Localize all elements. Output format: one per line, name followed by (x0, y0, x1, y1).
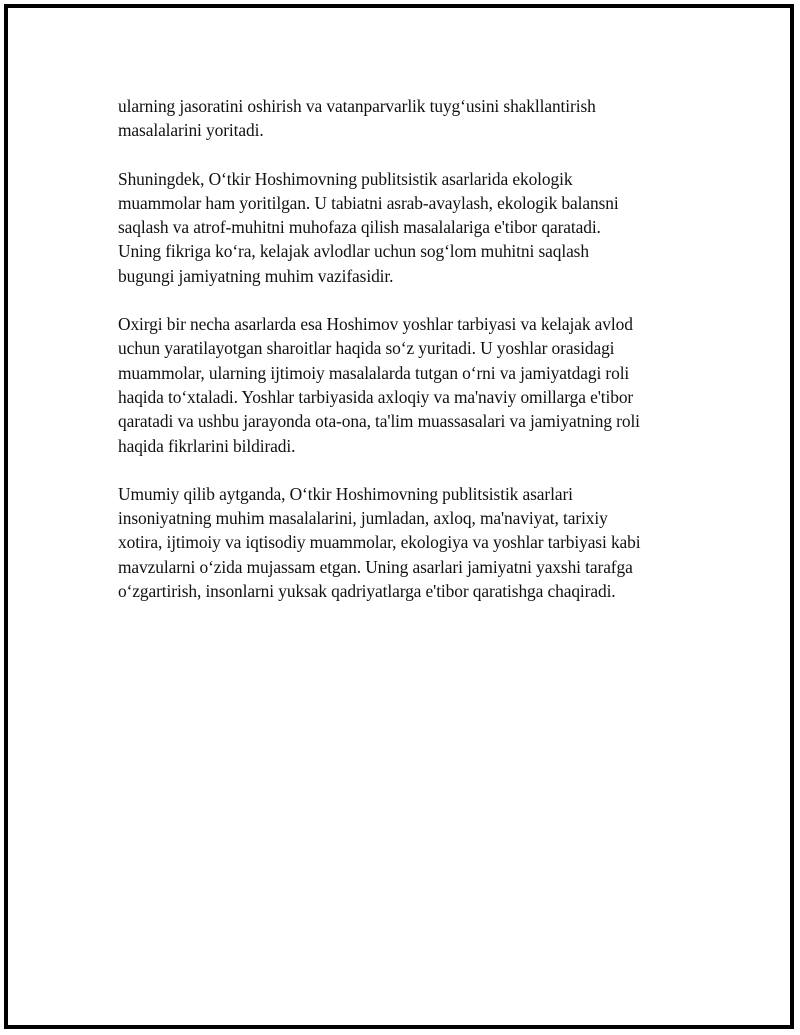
document-body (118, 94, 693, 627)
paragraph-1: ularning jasoratini oshirish va vatanparvarlik tuyg‘usini shakllantirish masalalarini yoritadi. (118, 96, 596, 141)
paragraph-2: Shuningdek, O‘tkir Hoshimovning publitsistik asarlarida ekologik muammolar ham yoritilgan. U tabiatni asrab-avaylash, ekologik balansni saqlash va atrof-muhitni muhofaza qilish masalalariga e'tibor qaratadi. Uning fikriga ko‘ra, kelajak avlodlar uchun sog‘lom muhitni saqlash bugungi jamiyatning muhim vazifasidir. (118, 168, 619, 286)
paragraph-4: Umumiy qilib aytganda, O‘tkir Hoshimovning publitsistik asarlari insoniyatning muhim masalalarini, jumladan, axloq, ma'naviyat, tarixiy xotira, ijtimoiy va iqtisodiy muammolar, ekologiya va yoshlar tarbiyasi kabi mavzularni o‘zida mujassam etgan. Uning asarlari jamiyatni yaxshi tarafga o‘zgartirish, insonlarni yuksak qadriyatlarga e'tibor qaratishga chaqiradi. (118, 483, 641, 602)
paragraph-3: Oxirgi bir necha asarlarda esa Hoshimov yoshlar tarbiyasi va kelajak avlod uchun yaratilayotgan sharoitlar haqida so‘z yuritadi. U yoshlar orasidagi muammolar, ularning ijtimoiy masalalarda tutgan o‘rni va jamiyatdagi roli haqida to‘xtaladi. Yoshlar tarbiyasida axloqiy va ma'naviy omillarga e'tibor qaratadi va ushbu jarayonda ota-ona, ta'lim muassasalari va jamiyatning roli haqida fikrlarini bildiradi. (118, 314, 640, 456)
